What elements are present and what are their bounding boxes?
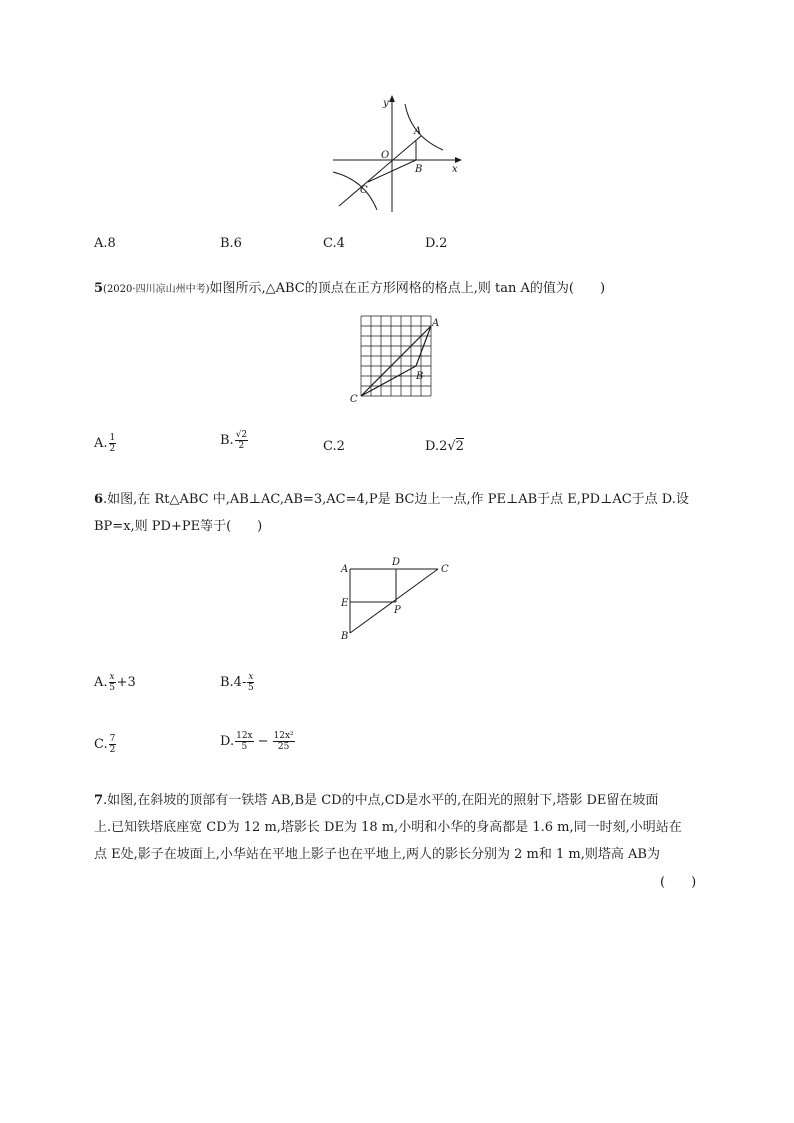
- q6-text-1: .如图,在 Rt△ABC 中,AB⊥AC,AB=3,AC=4,P是 BC边上一点,作 PE⊥AB于点 E,PD⊥AC于点 D.设: [103, 492, 689, 507]
- hyperbola-branch-upper: [405, 104, 443, 150]
- q6-option-d: D. $\frac{12x}{5}$ − $\frac{\text{12x²}}{25}$: [220, 731, 294, 752]
- q4-option-c: C.4: [323, 236, 345, 251]
- q5-option-d: D.2√2: [425, 439, 464, 454]
- label-b: B: [415, 164, 423, 175]
- line-ac: [339, 136, 421, 206]
- segment-bc: [350, 569, 438, 633]
- q4-figure: [325, 92, 470, 217]
- grid-lines: [361, 316, 431, 396]
- q5-option-a: A. $\frac{1}{2}$: [94, 433, 116, 454]
- q6-option-b: B.4- $\frac{x}{5}$: [220, 672, 254, 693]
- q6-option-c: C. $\frac{7}{2}$: [94, 734, 116, 755]
- label-c: C: [441, 564, 449, 575]
- q6-stem-line1: [94, 488, 689, 507]
- q5-grid-figure: [345, 312, 450, 407]
- q7-number: 7: [94, 793, 104, 808]
- q5-source: (2020·四川凉山州中考): [103, 284, 210, 295]
- q5-stem: [94, 277, 605, 296]
- label-c: C: [360, 185, 368, 196]
- label-p: P: [394, 605, 401, 616]
- q5-text: 如图所示,△ABC的顶点在正方形网格的格点上,则 tan A的值为( ): [209, 281, 606, 296]
- q6-number: 6: [94, 492, 104, 507]
- label-e: E: [341, 598, 349, 609]
- label-b: B: [416, 371, 424, 382]
- label-a: A: [341, 564, 349, 575]
- q6-option-a: A. $\frac{x}{5}$ +3: [94, 672, 136, 693]
- q6-stem-line2: BP=x,则 PD+PE等于( ): [94, 519, 263, 534]
- q4-option-a: A.8: [94, 236, 116, 251]
- label-x: x: [452, 164, 458, 175]
- hyperbola-branch-lower: [333, 172, 377, 210]
- q4-option-d: D.2: [425, 236, 448, 251]
- label-a: A: [414, 126, 422, 137]
- q7-stem-line2: 上.已知铁塔底座宽 CD为 12 m,塔影长 DE为 18 m,小明和小华的身高都是 1.6 m,同一时刻,小明站在: [94, 820, 682, 835]
- label-y: y: [383, 98, 389, 109]
- y-axis-arrow: [389, 95, 395, 102]
- label-o: O: [381, 150, 390, 161]
- q5-option-b: B. $\frac{√2}{2}$: [220, 430, 248, 451]
- label-d: D: [392, 557, 401, 568]
- q6-figure: [335, 555, 460, 645]
- q5-number: 5: [94, 281, 104, 296]
- label-a: A: [432, 318, 440, 329]
- q7-stem-line3: 点 E处,影子在坡面上,小华站在平地上影子也在平地上,两人的影长分别为 2 m和 1 m,则塔高 AB为: [94, 847, 660, 862]
- q7-answer-bracket: ( ): [660, 875, 697, 890]
- label-c: C: [350, 394, 358, 405]
- label-b: B: [341, 631, 349, 642]
- q7-stem-line1: [94, 789, 658, 808]
- x-axis-arrow: [455, 157, 462, 163]
- q5-option-c: C.2: [323, 439, 345, 454]
- q7-text-1: .如图,在斜坡的顶部有一铁塔 AB,B是 CD的中点,CD是水平的,在阳光的照射下,塔影 DE留在坡面: [103, 793, 659, 808]
- q4-option-b: B.6: [220, 236, 242, 251]
- triangle-abc: [361, 326, 431, 396]
